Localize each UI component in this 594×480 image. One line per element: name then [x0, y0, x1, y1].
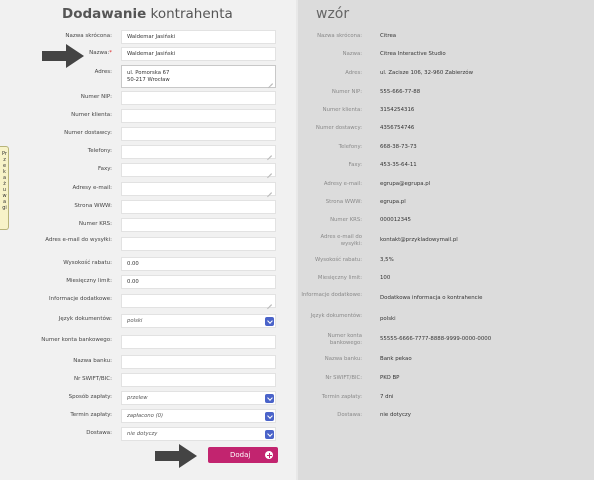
example-value: Citrea Interactive Studio [380, 51, 446, 57]
example-label: Nazwa skrócona: [317, 33, 362, 39]
example-label: Telefony: [338, 144, 362, 150]
example-label: Adres: [345, 70, 362, 76]
phones-textarea[interactable] [121, 145, 276, 159]
field-label: Numer klienta: [71, 112, 112, 118]
swift-input[interactable] [121, 373, 276, 387]
example-label: Dostawa: [337, 412, 362, 418]
resize-handle-icon[interactable] [268, 79, 273, 84]
example-value: Bank pekao [380, 356, 412, 362]
field-label: Wysokość rabatu: [63, 260, 112, 266]
feedback-tab[interactable]: Przekaż uwagi [0, 146, 9, 230]
chevron-down-icon[interactable] [265, 394, 274, 403]
field-label: Nazwa:* [89, 50, 112, 56]
faxes-textarea[interactable] [121, 163, 276, 177]
field-label: Adres e-mail do wysyłki: [45, 237, 112, 243]
bank-name-input[interactable] [121, 355, 276, 369]
shipping-email-input[interactable] [121, 237, 276, 251]
emails-textarea[interactable] [121, 182, 276, 196]
example-value: egrupa.pl [380, 199, 406, 205]
example-value: 668-38-73-73 [380, 144, 417, 150]
example-title: wzór [316, 6, 350, 22]
field-label: Dostawa: [86, 430, 112, 436]
field-label: Strona WWW: [74, 203, 112, 209]
field-label: Termin zapłaty: [70, 412, 112, 418]
page-title: Dodawanie kontrahenta [62, 6, 233, 22]
example-value: 7 dni [380, 394, 394, 400]
chevron-down-icon[interactable] [265, 317, 274, 326]
example-label: Język dokumentów: [310, 313, 362, 319]
example-label: Nazwa banku: [324, 356, 362, 362]
payment-term-select[interactable]: zapłacono (0) [121, 409, 276, 423]
supplier-number-input[interactable] [121, 127, 276, 141]
resize-handle-icon[interactable] [267, 188, 272, 193]
chevron-down-icon[interactable] [265, 412, 274, 421]
resize-handle-icon[interactable] [267, 300, 272, 305]
example-label: Miesięczny limit: [317, 275, 362, 281]
example-value: 4356754746 [380, 125, 415, 131]
example-panel [298, 0, 594, 480]
website-input[interactable] [121, 200, 276, 214]
example-label: Faxy: [348, 162, 362, 168]
field-label: Faxy: [98, 166, 112, 172]
example-label: Informacje dodatkowe: [301, 292, 362, 298]
plus-circle-icon [265, 451, 273, 459]
short-name-input[interactable]: Waldemar Jasiński [121, 30, 276, 44]
example-label: Numer NIP: [331, 89, 362, 95]
example-value: nie dotyczy [380, 412, 411, 418]
example-label: Wysokość rabatu: [314, 257, 362, 263]
example-value: 100 [380, 275, 391, 281]
client-number-input[interactable] [121, 109, 276, 123]
example-value: polski [380, 316, 396, 322]
example-value: PKO BP [380, 375, 400, 381]
field-label: Nazwa banku: [73, 358, 112, 364]
form-panel [0, 0, 296, 480]
field-label: Miesięczny limit: [66, 278, 112, 284]
field-label: Nr SWIFT/BIC: [73, 376, 112, 382]
payment-method-select[interactable]: przelew [121, 391, 276, 405]
example-label: Numer KRS: [330, 217, 362, 223]
example-value: 453-35-64-11 [380, 162, 417, 168]
chevron-down-icon[interactable] [265, 430, 274, 439]
example-value: 555-666-77-88 [380, 89, 421, 95]
nip-input[interactable] [121, 91, 276, 105]
field-label: Język dokumentów: [58, 316, 112, 322]
krs-input[interactable] [121, 218, 276, 232]
example-value: 3,5% [380, 257, 394, 263]
name-input[interactable]: Waldemar Jasiński [121, 47, 276, 61]
example-label: Numer klienta: [322, 107, 362, 113]
example-label: Numer konta bankowego: [327, 333, 362, 346]
example-value: Dodatkowa informacja o kontrahencie [380, 295, 483, 301]
field-label: Telefony: [87, 148, 112, 154]
bank-account-input[interactable] [121, 335, 276, 349]
example-value: 000012345 [380, 217, 411, 223]
add-button[interactable]: Dodaj [208, 447, 278, 463]
field-label: Numer KRS: [78, 221, 112, 227]
example-value: ul. Zacisze 106, 32-960 Zabierzów [380, 70, 473, 76]
resize-handle-icon[interactable] [267, 169, 272, 174]
field-label: Informacje dodatkowe: [49, 296, 112, 302]
example-label: Adres e-mail do wysyłki: [320, 234, 362, 247]
discount-input[interactable]: 0.00 [121, 257, 276, 271]
field-label: Sposób zapłaty: [68, 394, 112, 400]
additional-info-textarea[interactable] [121, 294, 276, 308]
example-label: Nr SWIFT/BIC: [325, 375, 362, 381]
pointer-arrow-icon [42, 44, 84, 68]
field-label: Numer konta bankowego: [41, 337, 112, 343]
delivery-select[interactable]: nie dotyczy [121, 427, 276, 441]
example-value: egrupa@egrupa.pl [380, 181, 431, 187]
field-label: Adresy e-mail: [72, 185, 112, 191]
field-label: Numer dostawcy: [64, 130, 112, 136]
address-textarea[interactable]: ul. Pomorska 67 50-217 Wrocław [121, 65, 276, 88]
example-value: 3154254316 [380, 107, 415, 113]
example-label: Strona WWW: [325, 199, 362, 205]
example-value: 55555-6666-7777-8888-9999-0000-0000 [380, 336, 492, 342]
pointer-arrow-icon [155, 444, 197, 468]
doc-language-select[interactable]: polski [121, 314, 276, 328]
resize-handle-icon[interactable] [267, 151, 272, 156]
monthly-limit-input[interactable]: 0.00 [121, 275, 276, 289]
field-label: Numer NIP: [80, 94, 112, 100]
example-label: Termin zapłaty: [321, 394, 362, 400]
example-value: kontakt@przykladowymail.pl [380, 237, 458, 243]
example-label: Nazwa: [342, 51, 362, 57]
example-label: Adresy e-mail: [323, 181, 362, 187]
field-label: Nazwa skrócona: [65, 33, 112, 39]
example-label: Numer dostawcy: [315, 125, 362, 131]
field-label: Adres: [94, 69, 112, 75]
example-value: Citrea [380, 33, 397, 39]
